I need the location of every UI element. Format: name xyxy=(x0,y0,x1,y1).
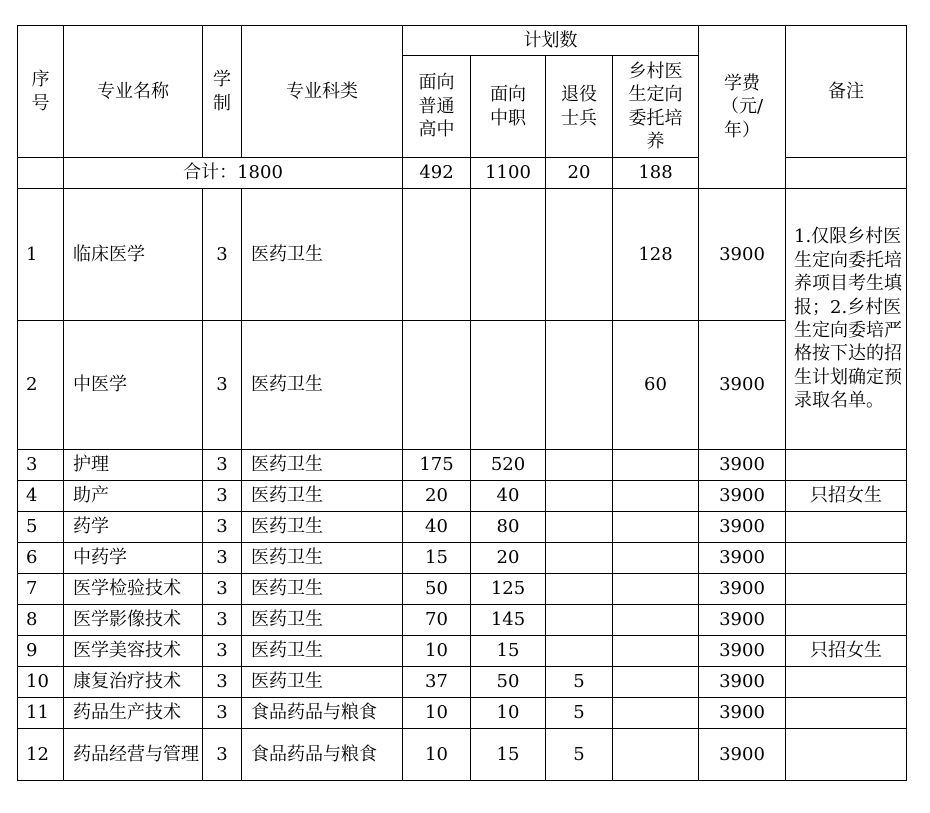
row-plan-rural xyxy=(613,512,699,543)
row-tuition: 3900 xyxy=(699,189,786,321)
row-plan-general xyxy=(403,321,471,450)
row-plan-vocational: 10 xyxy=(471,698,546,729)
row-major-name: 中药学 xyxy=(64,543,203,574)
row-plan-rural xyxy=(613,729,699,781)
row-plan-vocational: 15 xyxy=(471,729,546,781)
row-tuition: 3900 xyxy=(699,543,786,574)
row-remark: 只招女生 xyxy=(786,636,907,667)
row-category: 医药卫生 xyxy=(242,543,403,574)
row-plan-rural: 128 xyxy=(613,189,699,321)
row-duration: 3 xyxy=(203,543,242,574)
table-row xyxy=(18,698,907,729)
row-tuition: 3900 xyxy=(699,605,786,636)
row-tuition: 3900 xyxy=(699,512,786,543)
row-plan-general: 50 xyxy=(403,574,471,605)
row-remark xyxy=(786,729,907,781)
table-row xyxy=(18,729,907,781)
header-plan-veteran: 退役 士兵 xyxy=(546,56,613,158)
row-plan-rural xyxy=(613,636,699,667)
row-remark xyxy=(786,667,907,698)
row-major-name: 康复治疗技术 xyxy=(64,667,203,698)
table-row xyxy=(18,321,907,450)
row-plan-vocational: 125 xyxy=(471,574,546,605)
header-plan-general: 面向 普通 高中 xyxy=(403,56,471,158)
row-category: 食品药品与粮食 xyxy=(242,729,403,781)
header-duration: 学 制 xyxy=(203,26,242,158)
row-major-name: 护理 xyxy=(64,450,203,481)
row-seq: 4 xyxy=(18,481,64,512)
row-category: 医药卫生 xyxy=(242,605,403,636)
row-seq: 8 xyxy=(18,605,64,636)
row-category: 医药卫生 xyxy=(242,481,403,512)
row-duration: 3 xyxy=(203,729,242,781)
table-row xyxy=(18,450,907,481)
total-veteran: 20 xyxy=(546,158,613,189)
row-major-name: 临床医学 xyxy=(64,189,203,321)
row-category: 医药卫生 xyxy=(242,189,403,321)
row-remark xyxy=(786,574,907,605)
row-seq: 1 xyxy=(18,189,64,321)
table-row xyxy=(18,636,907,667)
row-major-name: 医学检验技术 xyxy=(64,574,203,605)
enrollment-plan-table xyxy=(17,25,907,781)
total-general: 492 xyxy=(403,158,471,189)
header-plan-group: 计划数 xyxy=(403,26,699,56)
row-plan-veteran xyxy=(546,543,613,574)
total-label: 合计：1800 xyxy=(64,158,403,189)
row-remark xyxy=(786,512,907,543)
row-category: 医药卫生 xyxy=(242,450,403,481)
row-plan-general: 20 xyxy=(403,481,471,512)
total-empty-cell xyxy=(18,158,64,189)
row-plan-vocational: 50 xyxy=(471,667,546,698)
row-duration: 3 xyxy=(203,574,242,605)
row-plan-general: 175 xyxy=(403,450,471,481)
row-plan-veteran xyxy=(546,481,613,512)
row-major-name: 医学美容技术 xyxy=(64,636,203,667)
row-duration: 3 xyxy=(203,636,242,667)
row-plan-vocational: 80 xyxy=(471,512,546,543)
row-plan-veteran xyxy=(546,574,613,605)
header-row-1 xyxy=(18,26,907,56)
header-plan-rural: 乡村医 生定向 委托培 养 xyxy=(613,56,699,158)
header-tuition: 学费 （元/ 年） xyxy=(699,26,786,189)
row-tuition: 3900 xyxy=(699,667,786,698)
row-plan-rural xyxy=(613,574,699,605)
row-remark: 只招女生 xyxy=(786,481,907,512)
row-duration: 3 xyxy=(203,605,242,636)
row-plan-veteran: 5 xyxy=(546,667,613,698)
row-duration: 3 xyxy=(203,512,242,543)
row-tuition: 3900 xyxy=(699,698,786,729)
table-row xyxy=(18,605,907,636)
row-major-name: 医学影像技术 xyxy=(64,605,203,636)
row-major-name: 药品经营与管理 xyxy=(64,729,203,781)
row-seq: 12 xyxy=(18,729,64,781)
header-category: 专业科类 xyxy=(242,26,403,158)
row-plan-rural xyxy=(613,481,699,512)
row-remark-merged: 1.仅限乡村医生定向委托培养项目考生填报；2.乡村医生定向委培严格按下达的招生计划确定预录取名单。 xyxy=(786,189,907,450)
header-remarks: 备注 xyxy=(786,26,907,158)
row-seq: 11 xyxy=(18,698,64,729)
row-seq: 9 xyxy=(18,636,64,667)
row-plan-vocational xyxy=(471,189,546,321)
row-plan-vocational: 20 xyxy=(471,543,546,574)
row-duration: 3 xyxy=(203,481,242,512)
row-plan-general: 10 xyxy=(403,636,471,667)
row-plan-rural: 60 xyxy=(613,321,699,450)
row-plan-veteran xyxy=(546,605,613,636)
row-plan-veteran xyxy=(546,512,613,543)
row-plan-vocational: 145 xyxy=(471,605,546,636)
row-plan-rural xyxy=(613,543,699,574)
row-duration: 3 xyxy=(203,698,242,729)
row-category: 食品药品与粮食 xyxy=(242,698,403,729)
total-vocational: 1100 xyxy=(471,158,546,189)
row-major-name: 药品生产技术 xyxy=(64,698,203,729)
total-remark-cell xyxy=(786,158,907,189)
row-major-name: 药学 xyxy=(64,512,203,543)
row-plan-general: 10 xyxy=(403,698,471,729)
row-plan-veteran xyxy=(546,321,613,450)
row-plan-rural xyxy=(613,450,699,481)
row-plan-veteran xyxy=(546,450,613,481)
row-plan-vocational xyxy=(471,321,546,450)
row-remark xyxy=(786,605,907,636)
row-plan-veteran xyxy=(546,189,613,321)
row-remark xyxy=(786,698,907,729)
row-plan-general: 40 xyxy=(403,512,471,543)
row-category: 医药卫生 xyxy=(242,512,403,543)
row-plan-general xyxy=(403,189,471,321)
row-category: 医药卫生 xyxy=(242,574,403,605)
table-row xyxy=(18,667,907,698)
row-tuition: 3900 xyxy=(699,450,786,481)
row-plan-general: 70 xyxy=(403,605,471,636)
row-plan-rural xyxy=(613,667,699,698)
row-major-name: 中医学 xyxy=(64,321,203,450)
row-seq: 3 xyxy=(18,450,64,481)
header-seq: 序 号 xyxy=(18,26,64,158)
row-major-name: 助产 xyxy=(64,481,203,512)
row-tuition: 3900 xyxy=(699,636,786,667)
header-plan-vocational: 面向 中职 xyxy=(471,56,546,158)
row-plan-veteran: 5 xyxy=(546,698,613,729)
row-category: 医药卫生 xyxy=(242,321,403,450)
row-plan-rural xyxy=(613,605,699,636)
row-remark xyxy=(786,450,907,481)
row-plan-vocational: 15 xyxy=(471,636,546,667)
row-category: 医药卫生 xyxy=(242,636,403,667)
row-duration: 3 xyxy=(203,321,242,450)
row-tuition: 3900 xyxy=(699,574,786,605)
row-seq: 7 xyxy=(18,574,64,605)
row-duration: 3 xyxy=(203,450,242,481)
row-tuition: 3900 xyxy=(699,481,786,512)
row-plan-general: 10 xyxy=(403,729,471,781)
row-category: 医药卫生 xyxy=(242,667,403,698)
row-duration: 3 xyxy=(203,667,242,698)
table-row xyxy=(18,574,907,605)
table-row xyxy=(18,543,907,574)
row-seq: 6 xyxy=(18,543,64,574)
row-plan-rural xyxy=(613,698,699,729)
row-seq: 5 xyxy=(18,512,64,543)
row-seq: 2 xyxy=(18,321,64,450)
row-plan-vocational: 40 xyxy=(471,481,546,512)
total-rural: 188 xyxy=(613,158,699,189)
table-body xyxy=(18,26,907,781)
row-tuition: 3900 xyxy=(699,321,786,450)
table-row xyxy=(18,189,907,321)
row-plan-veteran: 5 xyxy=(546,729,613,781)
header-major-name: 专业名称 xyxy=(64,26,203,158)
row-plan-vocational: 520 xyxy=(471,450,546,481)
row-seq: 10 xyxy=(18,667,64,698)
row-plan-general: 15 xyxy=(403,543,471,574)
row-plan-veteran xyxy=(546,636,613,667)
table-row xyxy=(18,512,907,543)
table-row xyxy=(18,481,907,512)
row-remark xyxy=(786,543,907,574)
row-tuition: 3900 xyxy=(699,729,786,781)
row-plan-general: 37 xyxy=(403,667,471,698)
row-duration: 3 xyxy=(203,189,242,321)
